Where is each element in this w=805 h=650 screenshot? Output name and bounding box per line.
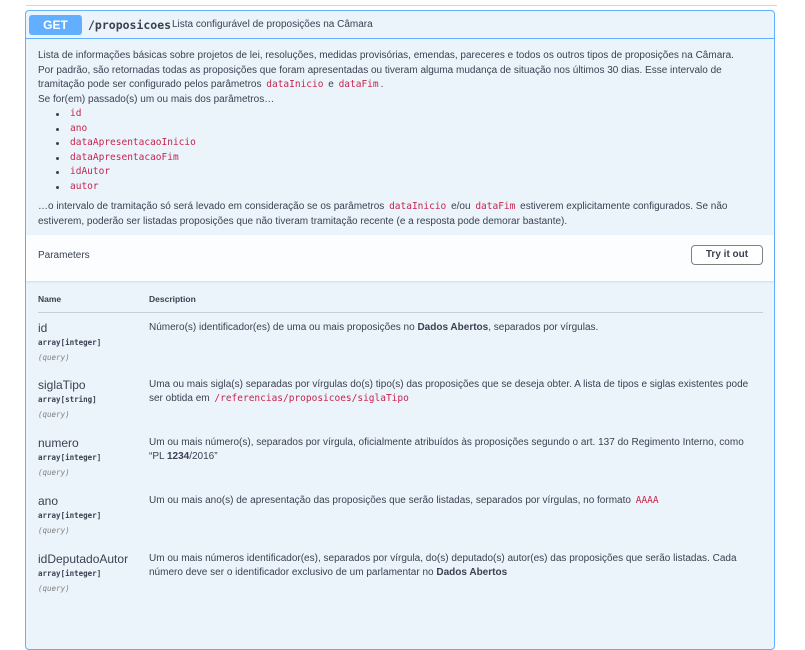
parameter-description: Uma ou mais sigla(s) separadas por vírgulas do(s) tipo(s) das proposições que se deseja obter. A lista de tipos e siglas existentes pode ser obtida em /referencias/proposicoes/siglaTipo — [149, 379, 749, 404]
divider — [26, 5, 777, 6]
list-item: autor — [54, 180, 766, 195]
code-format-aaaa: AAAA — [635, 495, 659, 506]
parameters-header — [26, 235, 774, 281]
operation-summary[interactable] — [26, 11, 774, 39]
list-item: id — [54, 107, 766, 122]
parameter-list — [38, 107, 766, 194]
description-line: Se for(em) passado(s) um ou mais dos parâmetros… — [38, 93, 275, 105]
code-dataFim: dataFim — [475, 201, 516, 212]
parameter-location: (query) — [38, 584, 70, 593]
column-header-description: Description — [149, 294, 196, 304]
parameters-title: Parameters — [38, 250, 90, 261]
list-item: dataApresentacaoInicio — [54, 136, 766, 151]
parameter-type: array[string] — [38, 395, 97, 404]
parameter-name: ano — [38, 494, 59, 508]
parameter-name: siglaTipo — [38, 378, 86, 392]
operation-path: /proposicoes — [88, 18, 172, 32]
operation-description — [38, 49, 766, 229]
try-it-out-button[interactable]: Try it out — [691, 245, 763, 265]
http-method-badge: GET — [29, 15, 82, 35]
code-dataInicio: dataInicio — [389, 201, 447, 212]
list-item: ano — [54, 122, 766, 137]
code-dataInicio: dataInicio — [266, 79, 324, 90]
parameter-description: Um ou mais ano(s) de apresentação das proposições que serão listadas, separados por vírgulas, no formato AAAA — [149, 495, 659, 506]
column-header-name: Name — [38, 294, 62, 304]
description-line: …o intervalo de tramitação só será levado em consideração se os parâmetros dataInicio e/ou dataFim estiverem explicitamente configurados. Se não estiverem, poderão ser listadas proposições que não tiveram tramitação recente (e a resposta pode demorar bastante). — [38, 201, 728, 227]
parameter-description: Um ou mais número(s), separados por vírgula, oficialmente atribuídos às proposições segundo o art. 137 do Regimento Interno, como “PL 1234/2016” — [149, 437, 744, 462]
parameter-location: (query) — [38, 468, 70, 477]
list-item: dataApresentacaoFim — [54, 151, 766, 166]
parameter-type: array[integer] — [38, 453, 102, 462]
parameter-type: array[integer] — [38, 338, 102, 347]
operation-summary-text: Lista configurável de proposições na Câmara — [172, 19, 373, 30]
parameter-type: array[integer] — [38, 569, 102, 578]
parameter-description: Número(s) identificador(es) de uma ou mais proposições no Dados Abertos, separados por vírgulas. — [149, 322, 599, 333]
parameter-name: idDeputadoAutor — [38, 552, 129, 566]
description-line: Por padrão, são retornadas todas as proposições que foram apresentadas ou tiveram alguma mudança de situação nos últimos 30 dias. Esse intervalo de tramitação pode ser configurado pelos parâmetros dataInicio e dataFim . — [38, 64, 722, 90]
code-dataFim: dataFim — [338, 79, 379, 90]
parameter-location: (query) — [38, 410, 70, 419]
code-sigla-tipo-path: /referencias/proposicoes/siglaTipo — [214, 393, 409, 404]
parameter-name: numero — [38, 436, 79, 450]
description-line: Lista de informações básicas sobre projetos de lei, resoluções, medidas provisórias, emendas, pareceres e todos os outros tipos de proposições na Câmara. — [38, 50, 734, 61]
parameter-type: array[integer] — [38, 511, 102, 520]
parameter-location: (query) — [38, 353, 70, 362]
parameter-location: (query) — [38, 526, 70, 535]
operation-block-get-proposicoes — [25, 10, 775, 650]
parameter-name: id — [38, 321, 48, 335]
divider — [38, 312, 763, 313]
parameter-description: Um ou mais números identificador(es), separados por vírgula, do(s) deputado(s) autor(es) das proposições que serão listadas. Cada número deve ser o identificador exclusivo de um parlamentar no Dados Abertos — [149, 553, 737, 578]
list-item: idAutor — [54, 165, 766, 180]
